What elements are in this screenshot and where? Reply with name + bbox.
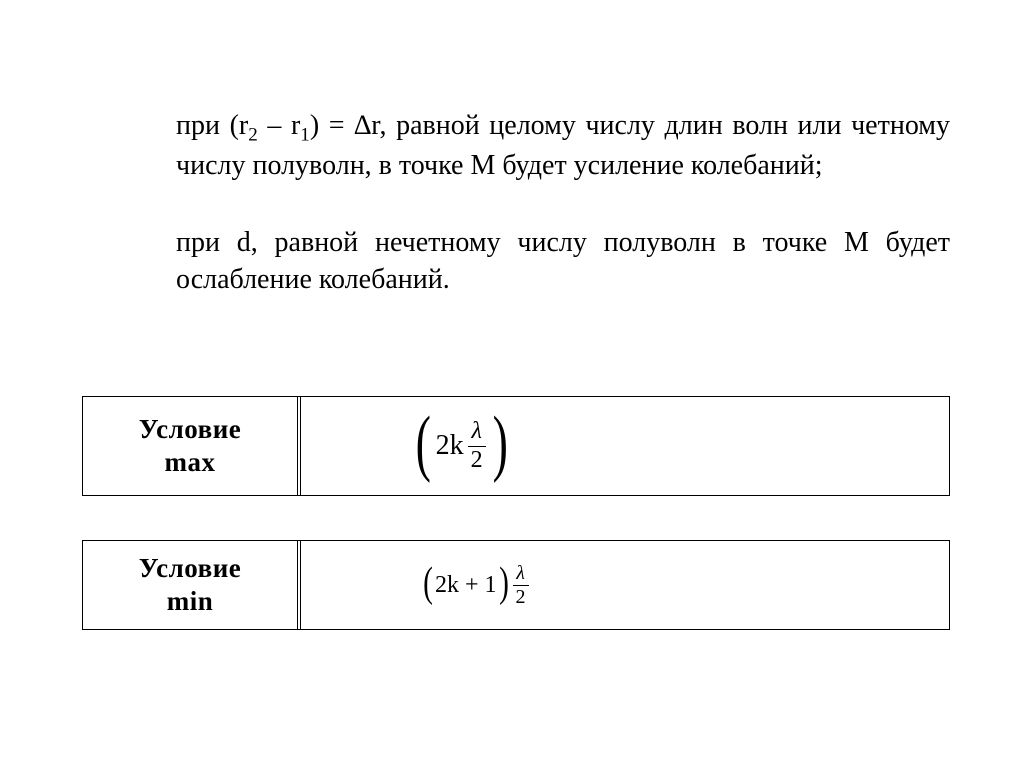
formula-min-open-paren: (	[423, 560, 433, 607]
paragraph1-sub-1: 1	[300, 124, 310, 146]
formula-max	[411, 402, 512, 485]
conditions-tables	[82, 396, 950, 630]
paragraph1-mid: – r	[257, 110, 301, 141]
table-min-label-line2: min	[166, 586, 214, 616]
formula-max-open-paren: (	[415, 402, 431, 485]
paragraph-min-condition	[82, 225, 950, 299]
tables-gap	[82, 496, 950, 540]
table-condition-max	[82, 396, 950, 496]
paragraph-max-condition	[82, 108, 950, 185]
table-min-formula-cell	[301, 541, 949, 629]
table-max-label-line1: Условие	[138, 414, 242, 445]
formula-min	[421, 560, 531, 608]
formula-min-close-paren: )	[498, 560, 509, 607]
table-max-label-cell	[83, 397, 301, 495]
formula-max-numerator: λ	[471, 418, 482, 445]
formula-max-close-paren: )	[492, 402, 508, 485]
formula-max-fraction	[468, 419, 486, 472]
table-min-label-line1: Условие	[138, 553, 242, 584]
formula-min-fraction	[513, 563, 529, 608]
formula-max-denominator: 2	[470, 446, 483, 473]
paragraph1-sub-2: 2	[248, 124, 258, 146]
paragraph2-text: при d, равной нечетному числу полуволн в точке М будет ослабление колебаний.	[176, 226, 950, 295]
table-min-label-cell	[83, 541, 301, 629]
paragraph1-rest: ) = ∆r, равной целому числу длин волн или четному числу полуволн, в точке М будет усиление колебаний;	[176, 110, 951, 181]
formula-min-expression: 2k + 1	[435, 571, 497, 598]
text-content	[82, 108, 950, 309]
paragraph1-lead: при (r	[176, 110, 249, 141]
table-condition-min	[82, 540, 950, 630]
table-max-label-line2: max	[164, 447, 216, 477]
table-max-formula-cell	[301, 397, 949, 495]
formula-max-coefficient: 2k	[435, 430, 464, 461]
formula-min-numerator: λ	[516, 561, 525, 584]
formula-min-denominator: 2	[515, 585, 526, 608]
